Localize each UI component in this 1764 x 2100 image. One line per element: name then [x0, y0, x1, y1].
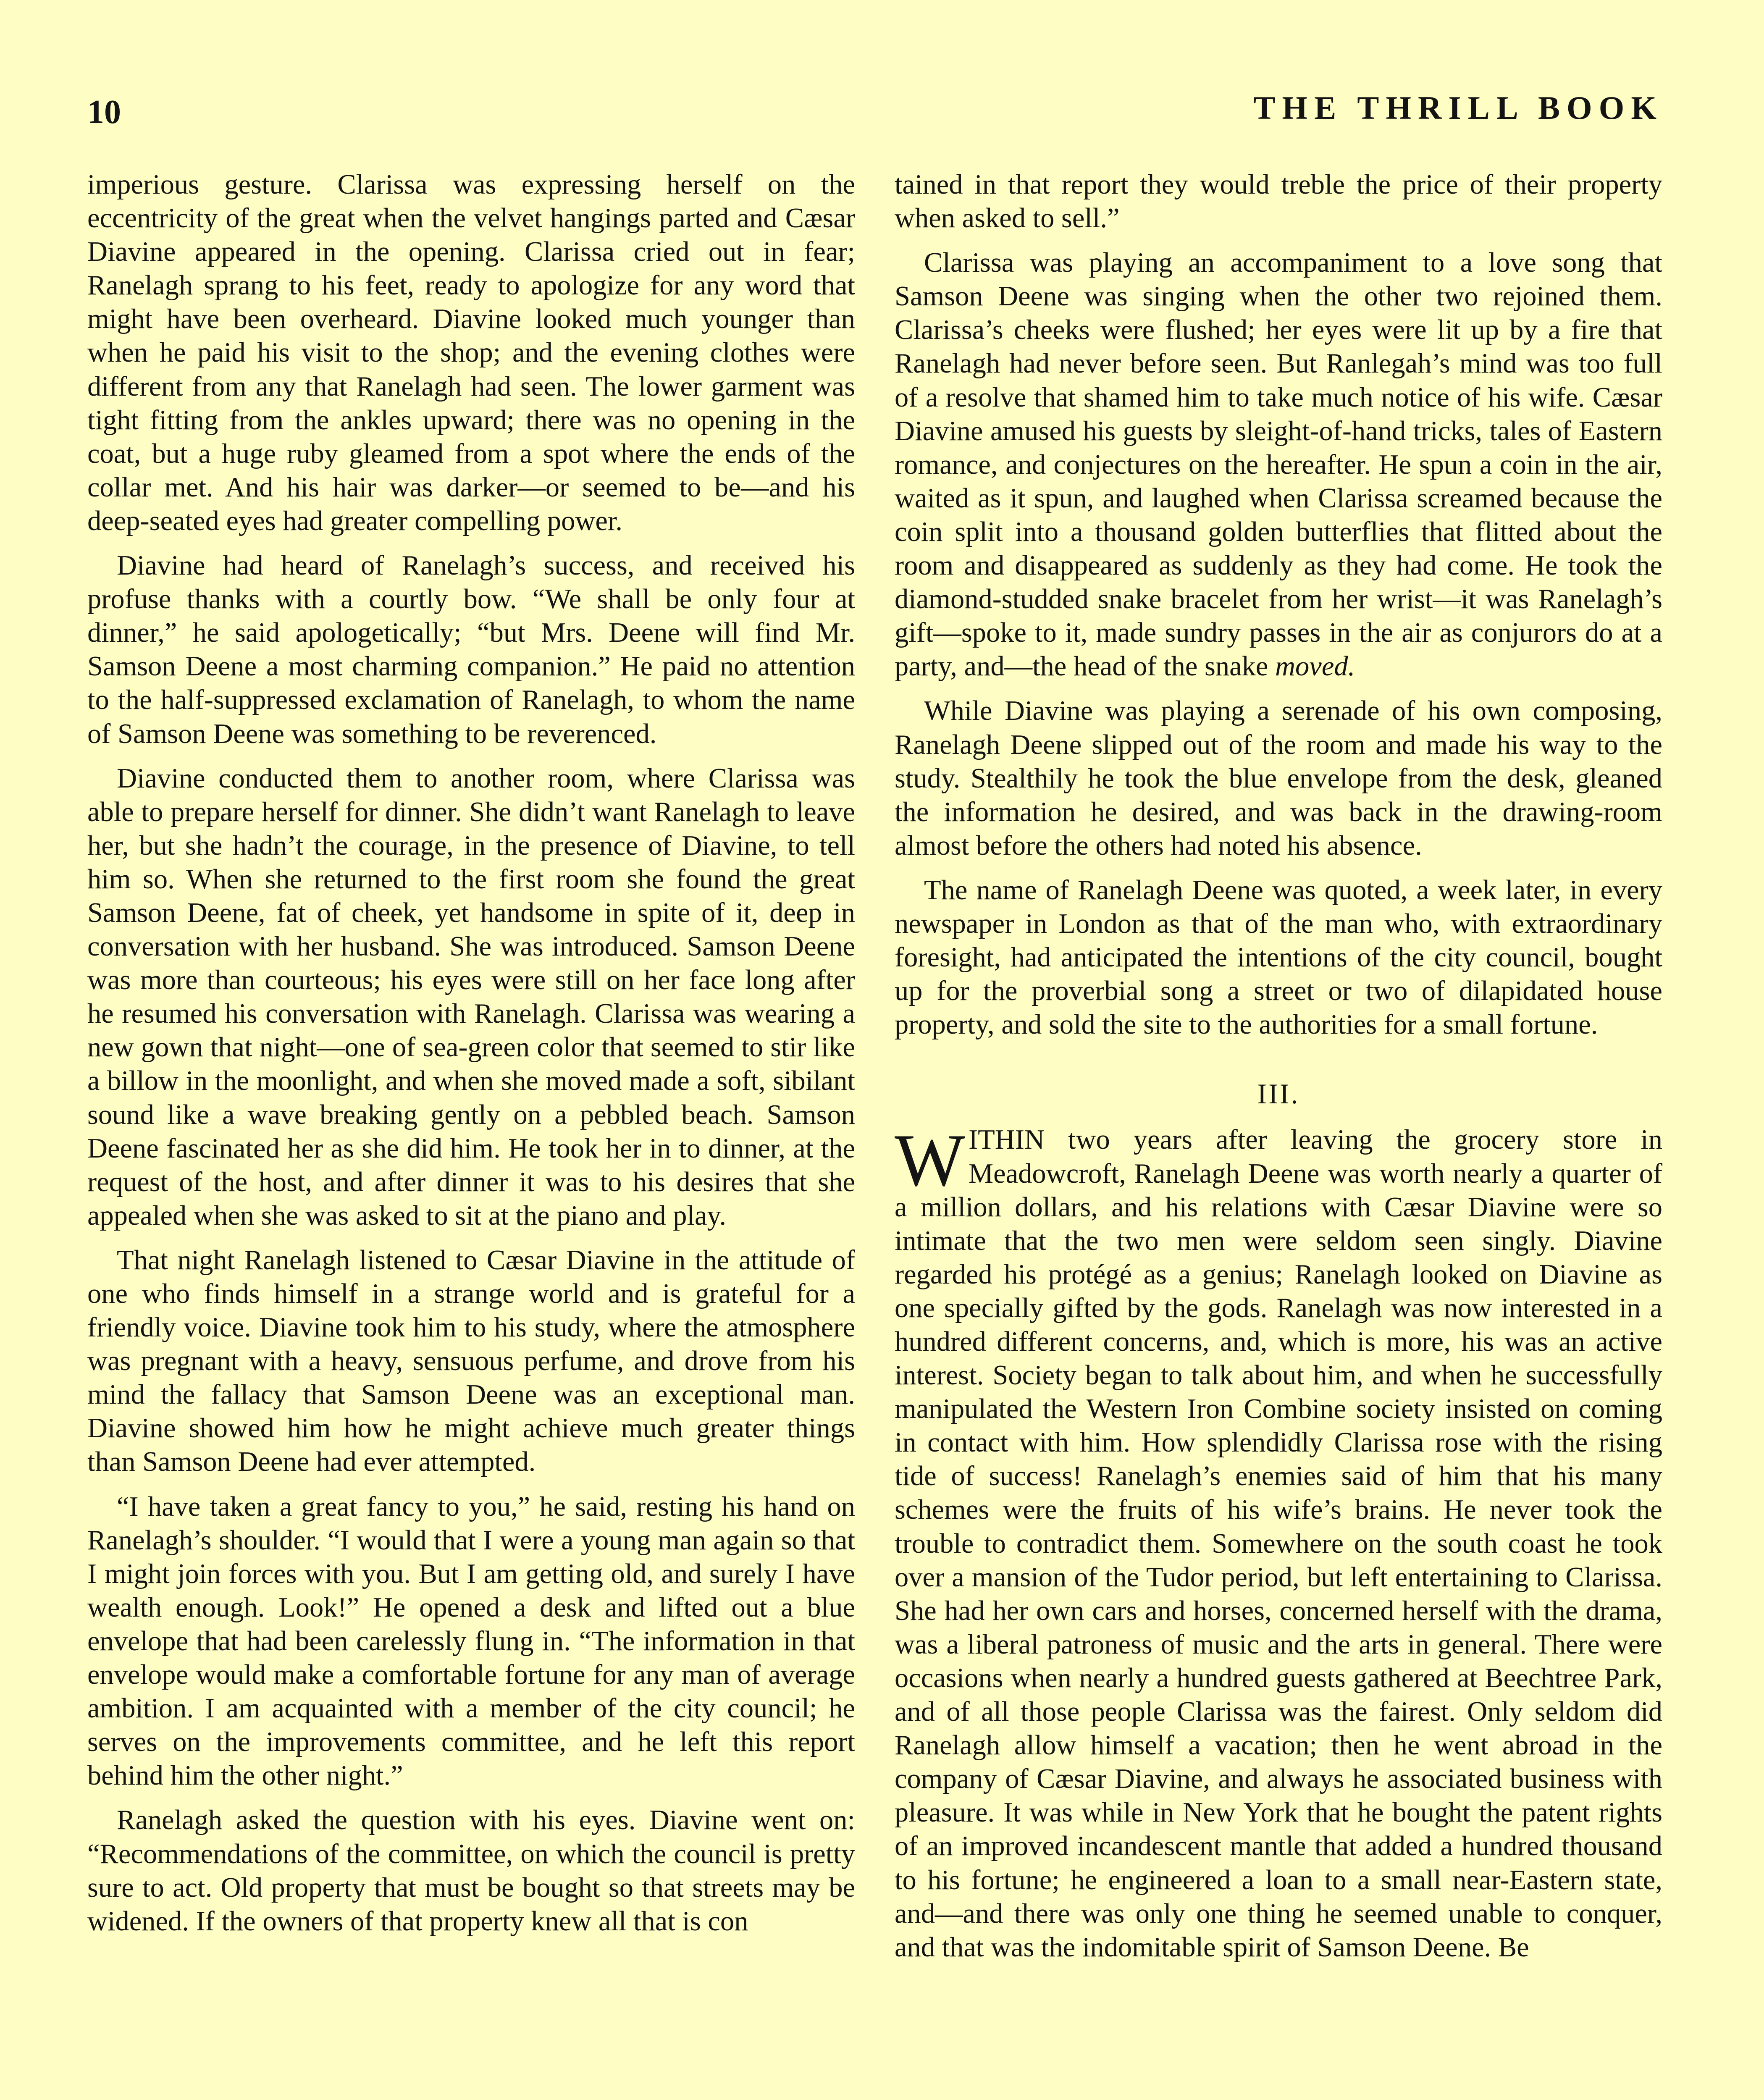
paragraph: That night Ranelagh listened to Cæsar Diavine in the attitude of one who finds himself in a strange world and is grateful for a friendly voice. Diavine took him to his study, where the atmosphere was pregnant with a heavy, sensuous perfume, and drove from his mind the fallacy that Samson Deene was an exceptional man. Diavine showed him how he might achieve much greater things than Samson Deene had ever attempted. — [87, 1244, 855, 1478]
paragraph: Ranelagh asked the question with his eyes. Diavine went on: “Recommendations of the committee, on which the council is pretty sure to act. Old property that must be bought so that streets may be widened. If the owners of that property knew all that is con — [87, 1805, 855, 1937]
page-number: 10 — [87, 94, 121, 131]
paragraph: Diavine conducted them to another room, where Clarissa was able to prepare herself for dinner. She didn’t want Ranelagh to leave her, but she hadn’t the courage, in the presence of Diavine, to tell him so. When she returned to the first room she found the great Samson Deene, fat of cheek, yet handsome in spite of it, deep in conversation with her husband. She was introduced. Samson Deene was more than courteous; his eyes were still on her face long after he resumed his conversation with Ranelagh. Clarissa was wearing a new gown that night—one of sea-green color that seemed to stir like a billow in the moonlight, and when she moved made a soft, sibilant sound like a wave breaking gently on a pebbled beach. Samson Deene fascinated her as she did him. He took her in to dinner, at the request of the host, and after dinner it was to his desires that she appealed when she was asked to sit at the piano and play. — [87, 763, 855, 1231]
paragraph: The name of Ranelagh Deene was quoted, a week later, in every newspaper in London as that of the man who, with extraordinary foresight, had anticipated the intentions of the city council, bought up for the proverbial song a street or two of dilapidated house property, and sold the site to the authorities for a small fortune. — [895, 874, 1662, 1040]
emphasized-word: moved. — [1275, 651, 1355, 682]
paragraph-text: ITHIN two years after leaving the grocery store in Meadowcroft, Ranelagh Deene was worth nearly a quarter of a million dollars, and his relations with Cæsar Diavine were so intimate that the two men were seldom seen singly. Diavine regarded his protégé as a genius; Ranelagh looked on Diavine as one specially gifted by the gods. Ranelagh was now interested in a hundred different concerns, and, which is more, his was an active interest. Society began to talk about him, and when he successfully manipulated the Western Iron Combine society insisted on coming in contact with him. How splendidly Clarissa rose with the rising tide of success! Ranelagh’s enemies said of him that his many schemes were the fruits of his wife’s brains. He never took the trouble to contradict them. Somewhere on the south coast he took over a mansion of the Tudor period, but left entertaining to Clarissa. She had her own cars and horses, concerned herself with the drama, was a liberal patroness of music and the arts in general. There were occasions when nearly a hundred guests gathered at Beechtree Park, and of all those people Clarissa was the fairest. Only seldom did Ranelagh allow himself a vacation; then he went abroad in the company of Cæsar Diavine, and always he associated business with pleasure. It was while in New York that he bought the patent rights of an improved incandescent mantle that added a hundred thousand to his fortune; he engineered a loan to a small near-Eastern state, and—and there was only one thing he seemed unable to conquer, and that was the indomitable spirit of Samson Deene. Be — [895, 1124, 1662, 1963]
paragraph: tained in that report they would treble the price of their property when asked to sell.” — [895, 169, 1662, 234]
paragraph-text: Clarissa was playing an accompaniment to a love song that Samson Deene was singing when the other two rejoined them. Clarissa’s cheeks were flushed; her eyes were lit up by a fire that Ranelagh had never before seen. But Ranlegah’s mind was too full of a resolve that shamed him to take much notice of his wife. Cæsar Diavine amused his guests by sleight-of-hand tricks, tales of Eastern romance, and conjectures on the hereafter. He spun a coin in the air, waited as it spun, and laughed when Clarissa screamed because the coin split into a thousand golden butterflies that flitted about the room and disappeared as suddenly as they had come. He took the diamond-studded snake bracelet from her wrist—it was Ranelagh’s gift—spoke to it, made sundry passes in the air as conjurors do at a party, and—the head of the snake — [895, 247, 1662, 682]
left-column — [87, 168, 855, 1938]
paragraph — [895, 246, 1662, 683]
paragraph: “I have taken a great fancy to you,” he said, resting his hand on Ranelagh’s shoulder. “I would that I were a young man again so that I might join forces with you. But I am getting old, and surely I have wealth enough. Look!” He opened a desk and lifted out a blue envelope that had been carelessly flung in. “The information in that envelope would make a comfortable fortune for any man of average ambition. I am acquainted with a member of the city council; he serves on the improvements committee, and he left this report behind him the other night.” — [87, 1491, 855, 1791]
section-first-paragraph — [895, 1118, 1662, 1964]
running-head: THE THRILL BOOK — [1253, 89, 1663, 126]
paragraph: Diavine had heard of Ranelagh’s success, and received his profuse thanks with a courtly bow. “We shall be only four at dinner,” he said apologetically; “but Mrs. Deene will find Mr. Samson Deene a most charming companion.” He paid no attention to the half-suppressed exclamation of Ranelagh, to whom the name of Samson Deene was something to be reverenced. — [87, 550, 855, 749]
section-heading: III. — [1257, 1078, 1300, 1110]
drop-cap: W — [895, 1118, 966, 1202]
right-column — [895, 168, 1662, 1964]
paragraph: imperious gesture. Clarissa was expressing herself on the eccentricity of the great when the velvet hangings parted and Cæsar Diavine appeared in the opening. Clarissa cried out in fear; Ranelagh sprang to his feet, ready to apologize for any word that might have been overheard. Diavine looked much younger than when he paid his visit to the shop; and the evening clothes were different from any that Ranelagh had seen. The lower garment was tight fitting from the ankles upward; there was no opening in the coat, but a huge ruby gleamed from a spot where the ends of the collar met. And his hair was darker—or seemed to be—and his deep-seated eyes had greater compelling power. — [87, 169, 855, 536]
paragraph: While Diavine was playing a serenade of his own composing, Ranelagh Deene slipped out of the room and made his way to the study. Stealthily he took the blue envelope from the desk, gleaned the information he desired, and was back in the drawing-room almost before the others had noted his absence. — [895, 696, 1662, 861]
